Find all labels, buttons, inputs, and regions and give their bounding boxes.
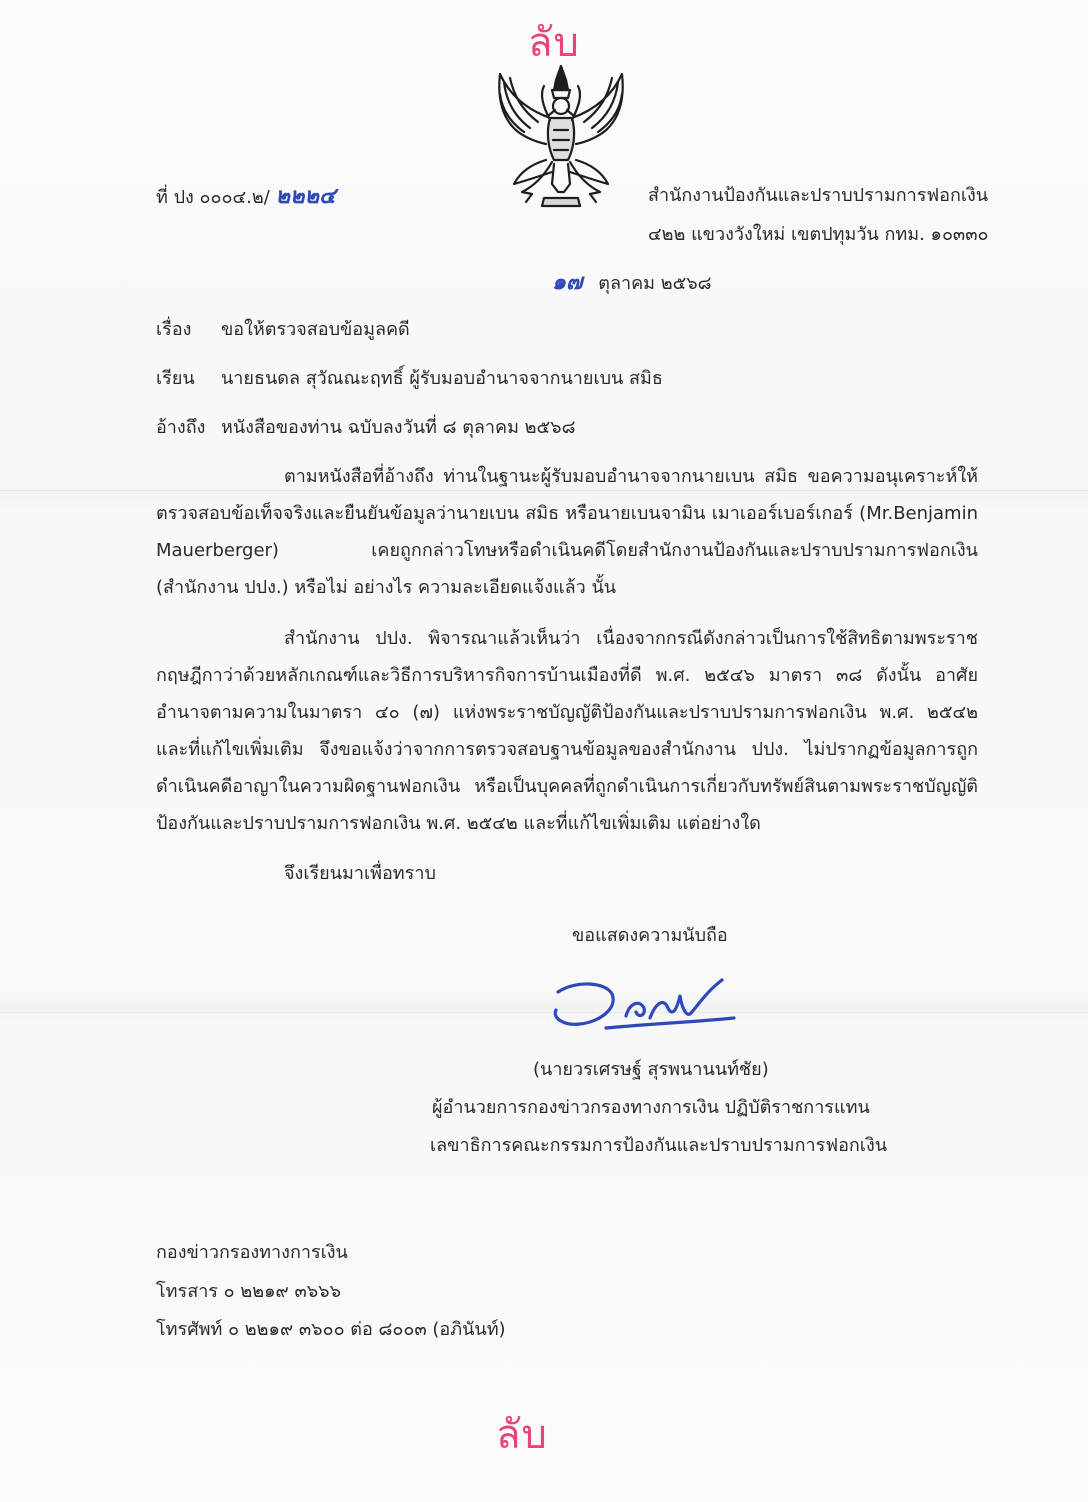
recipient-label: เรียน bbox=[156, 368, 195, 389]
salutation: ขอแสดงความนับถือ bbox=[572, 925, 728, 946]
subject-value: ขอให้ตรวจสอบข้อมูลคดี bbox=[221, 319, 410, 340]
classification-stamp-bottom: ลับ bbox=[496, 1412, 548, 1458]
date-day-handwritten: ๑๗ bbox=[552, 269, 583, 295]
subject-label: เรื่อง bbox=[156, 319, 192, 340]
reference-value: หนังสือของท่าน ฉบับลงวันที่ ๘ ตุลาคม ๒๕๖๘ bbox=[221, 417, 576, 438]
paper-fold-line bbox=[0, 1012, 1088, 1013]
body-paragraph-1: ตามหนังสือที่อ้างถึง ท่านในฐานะผู้รับมอบอำนาจจากนายเบน สมิธ ขอความอนุเคราะห์ให้ตรวจสอบข้อเท็จจริงและยืนยันข้อมูลว่านายเบน สมิธ หรือนายเบนจามิน เมาเออร์เบอร์เกอร์ (Mr.Benjamin Mauerberger) เคยถูกกล่าวโทษหรือดำเนินคดีโดยสำนักงานป้องกันและปราบปรามการฟอกเงิน (สำนักงาน ปปง.) หรือไม่ อย่างไร ความละเอียดแจ้งแล้ว นั้น bbox=[156, 466, 978, 598]
garuda-emblem-icon bbox=[484, 60, 638, 210]
issuing-office: สำนักงานป้องกันและปราบปรามการฟอกเงิน bbox=[648, 185, 989, 206]
reference-label: อ้างถึง bbox=[156, 417, 206, 438]
handwritten-signature bbox=[546, 972, 742, 1034]
reference-number-handwritten: ๒๒๒๔ bbox=[275, 183, 336, 209]
footer-division: กองข่าวกรองทางการเงิน bbox=[156, 1242, 348, 1263]
signatory-name: (นายวรเศรษฐ์ สุรพนานนท์ชัย) bbox=[533, 1059, 769, 1080]
letter-date bbox=[552, 270, 712, 296]
date-month-year: ตุลาคม ๒๕๖๘ bbox=[598, 273, 712, 294]
recipient-value: นายธนดล สุวัณณะฤทธิ์ ผู้รับมอบอำนาจจากนายเบน สมิธ bbox=[221, 368, 663, 389]
closing-line: จึงเรียนมาเพื่อทราบ bbox=[284, 863, 436, 884]
body-paragraph-2: สำนักงาน ปปง. พิจารณาแล้วเห็นว่า เนื่องจากกรณีดังกล่าวเป็นการใช้สิทธิตามพระราชกฤษฎีกาว่าด้วยหลักเกณฑ์และวิธีการบริหารกิจการบ้านเมืองที่ดี พ.ศ. ๒๕๔๖ มาตรา ๓๘ ดังนั้น อาศัยอำนาจตามความในมาตรา ๔๐ (๗) แห่งพระราชบัญญัติป้องกันและปราบปรามการฟอกเงิน พ.ศ. ๒๕๔๒ และที่แก้ไขเพิ่มเติม จึงขอแจ้งว่าจากการตรวจสอบฐานข้อมูลของสำนักงาน ปปง. ไม่ปรากฏข้อมูลการถูกดำเนินคดีอาญาในความผิดฐานฟอกเงิน หรือเป็นบุคคลที่ถูกดำเนินการเกี่ยวกับทรัพย์สินตามพระราชบัญญัติป้องกันและปราบปรามการฟอกเงิน พ.ศ. ๒๕๔๒ และที่แก้ไขเพิ่มเติม แต่อย่างใด bbox=[156, 628, 978, 834]
footer-phone: โทรศัพท์ ๐ ๒๒๑๙ ๓๖๐๐ ต่อ ๘๐๐๓ (อภินันท์) bbox=[156, 1319, 506, 1340]
classification-stamp-top: ลับ bbox=[528, 20, 580, 66]
office-address: ๔๒๒ แขวงวังใหม่ เขตปทุมวัน กทม. ๑๐๓๓๐ bbox=[648, 224, 989, 245]
reference-prefix: ที่ ปง ๐๐๐๔.๒/ bbox=[156, 187, 270, 208]
signatory-title-line-1: ผู้อำนวยการกองข่าวกรองทางการเงิน ปฏิบัติราชการแทน bbox=[432, 1097, 870, 1118]
footer-fax: โทรสาร ๐ ๒๒๑๙ ๓๖๖๖ bbox=[156, 1281, 342, 1302]
reference-number bbox=[156, 184, 336, 210]
signatory-title-line-2: เลขาธิการคณะกรรมการป้องกันและปราบปรามการฟอกเงิน bbox=[430, 1135, 888, 1156]
